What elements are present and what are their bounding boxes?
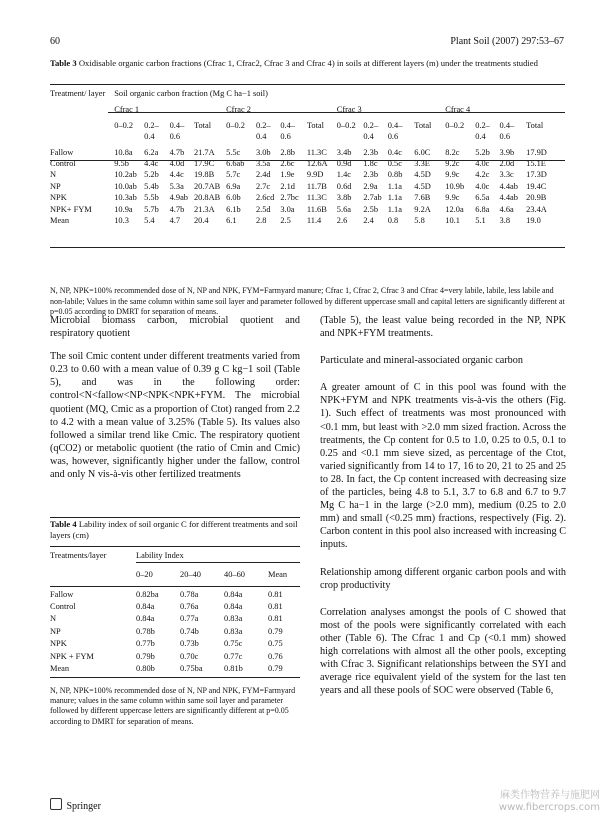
table-row [50, 650, 300, 662]
table3-layer-header: Total [193, 121, 212, 130]
table3-cell: 6.5a [475, 193, 490, 203]
table3-caption-text: Oxidisable organic carbon fractions (Cfrac 1, Cfrac2, Cfrac 3 and Cfrac 4) in soils at different layers (m) under the treatments studied [78, 58, 538, 68]
table3-cell: 2.5 [280, 216, 291, 226]
table3-cell: 2.6 [336, 216, 348, 226]
table3-cell: 10.8a [114, 148, 133, 157]
page-number: 60 [50, 36, 60, 47]
table3-cell: 21.3A [193, 204, 215, 214]
table3-layer-header: Total [526, 121, 544, 130]
watermark-line2: www.fibercrops.com [498, 802, 600, 813]
table-row [50, 205, 565, 217]
table3-cell: 3.3c [499, 170, 514, 180]
table3-treatment-label: Mean [50, 216, 70, 226]
table4 [50, 546, 300, 675]
table3-cell: 5.4b [144, 181, 159, 191]
section-heading-microbial: Microbial biomass carbon, microbial quotient and respiratory quotient [50, 315, 300, 340]
table3-layer-header: 0.2– 0.4 [144, 121, 159, 141]
table4-column-header: 40–60 [224, 570, 245, 580]
table3-cell: 10.1 [445, 216, 460, 226]
table3-cell: 11.6B [306, 204, 327, 214]
table3-cell: 2.3b [363, 170, 379, 180]
table3-cell: 5.3a [169, 181, 184, 191]
table3-fraction-header: Cfrac 4 [445, 105, 471, 114]
table4-cell: 0.79 [268, 626, 283, 636]
table3-cell: 12.0a [445, 204, 464, 214]
table4-row-header: Treatments/layer [50, 550, 107, 560]
table3-cell: 4.0c [475, 158, 490, 168]
table3-fraction-header: Cfrac 2 [226, 105, 251, 114]
table3-cell: 9.5b [114, 158, 129, 168]
table3-cell: 2.5d [255, 204, 271, 214]
table3-cell: 20.7AB [193, 181, 221, 191]
table3-cell: 1.1a [387, 193, 402, 203]
table3-cell: 2.4d [255, 170, 271, 180]
table3-cell: 7.6B [414, 193, 431, 203]
table3-cell: 3.0a [280, 204, 295, 214]
table4-cell: 0.74b [180, 626, 199, 636]
table3-cell: 4.6a [499, 204, 514, 214]
table3-group-header: Soil organic carbon fraction (Mg C ha−1 soil) [114, 89, 268, 98]
table3-cell: 3.5a [255, 158, 271, 168]
table4-treatment-label: NP [50, 626, 61, 636]
table3-cell: 2.0d [499, 158, 515, 168]
table3-cell: 6.9a [226, 181, 241, 191]
table3-cell: 11.4 [306, 216, 322, 226]
table-row [50, 193, 565, 205]
table3-cell: 10.3 [114, 216, 129, 226]
table3-cell: 2.6cd [255, 193, 275, 203]
table3-cell: 3.8b [336, 193, 352, 203]
table4-cell: 0.81 [268, 601, 283, 611]
table3-cell: 6.8a [475, 204, 490, 214]
table3-cell: 2.7ab [363, 193, 382, 203]
table3-layer-header: 0.4– 0.6 [169, 121, 185, 141]
table3-cell: 2.7bc [280, 193, 299, 203]
table3-cell: 2.3b [363, 148, 379, 157]
table3-cell: 5.5b [144, 193, 159, 203]
publisher-footer [50, 798, 101, 812]
table3-cell: 5.8 [414, 216, 425, 226]
table4-cell: 0.76 [268, 651, 283, 661]
table4-treatment-label: Mean [50, 663, 70, 673]
table3-cell: 0.6d [336, 181, 352, 191]
table4-cell: 0.83a [224, 614, 243, 624]
table4-cell: 0.79 [268, 663, 283, 673]
table3-cell: 10.0ab [114, 181, 137, 191]
table3-cell: 12.6A [306, 158, 328, 168]
table3-label: Table 3 [50, 58, 77, 68]
table3-treatment-label: Fallow [50, 148, 74, 157]
section-heading-relationship: Relationship among different organic carbon pools and with crop productivity [320, 566, 566, 591]
table3 [50, 84, 565, 228]
table4-cell: 0.80b [136, 663, 155, 673]
table3-cell: 4.4ab [499, 193, 518, 203]
table3-cell: 6.1b [226, 204, 241, 214]
table3-layer-header: 0.2– 0.4 [475, 121, 490, 141]
table4-treatment-label: NPK [50, 639, 67, 649]
table3-cell: 6.0b [226, 193, 241, 203]
table3-footnote: N, NP, NPK=100% recommended dose of N, NP and NPK, FYM=Farmyard manure; Cfrac 1, Cfrac 2, Cfrac 3 and Cfrac 4=very labile, labile, less labile and non-labile; Values in the same column within same soil layer and parameter followed by different uppercase small and capital letters are significantly different at p=0.05 according to DMRT for separation of means. [50, 286, 565, 316]
table3-cell: 4.0c [475, 181, 490, 191]
table-row [50, 216, 565, 228]
table3-cell: 4.4c [169, 170, 184, 180]
table3-cell: 0.8 [387, 216, 399, 226]
table4-cell: 0.81b [224, 663, 243, 673]
table4-cell: 0.75ba [180, 663, 203, 673]
table3-cell: 6.1 [226, 216, 237, 226]
table4-column-header: 20–40 [180, 570, 201, 580]
table4-treatment-label: Control [50, 601, 76, 611]
table3-cell: 5.2b [475, 148, 490, 157]
table4-cell: 0.78b [136, 626, 155, 636]
table3-cell: 4.5D [414, 170, 431, 180]
table-row [50, 625, 300, 637]
table4-blank-header [50, 562, 136, 584]
table3-cell: 1.1a [387, 204, 402, 214]
table3-cell: 15.1E [526, 158, 546, 168]
table3-caption [50, 58, 565, 69]
table3-cell: 2.8b [280, 148, 295, 157]
table3-cell: 0.5c [387, 158, 402, 168]
springer-logo-icon [50, 798, 62, 810]
table3-cell: 10.2ab [114, 170, 137, 180]
table3-cell: 2.5b [363, 204, 379, 214]
table4-treatment-label: N [50, 614, 57, 624]
table3-cell: 1.8c [363, 158, 378, 168]
table3-cell: 9.2c [445, 158, 460, 168]
table3-cell: 17.9D [526, 148, 547, 157]
table3-layer-header: 0–0.2 [336, 121, 356, 130]
table3-cell: 6.0C [414, 148, 431, 157]
table3-cell: 9.9c [445, 193, 460, 203]
table4-cell: 0.84a [136, 601, 155, 611]
table3-layer-header: 0–0.2 [445, 121, 465, 130]
table3-cell: 10.9b [445, 181, 465, 191]
table3-cell: 0.9d [336, 158, 352, 168]
table4-group-header: Lability Index [136, 550, 184, 560]
table4-label: Table 4 [50, 519, 77, 529]
table3-cell: 11.3C [306, 193, 327, 203]
table4-cell: 0.79b [136, 651, 155, 661]
table3-cell: 17.3D [526, 170, 547, 180]
table3-cell: 17.9C [193, 158, 215, 168]
table3-cell: 5.7c [226, 170, 241, 180]
table3-cell: 2.8 [255, 216, 267, 226]
table3-cell: 10.9a [114, 204, 133, 214]
table3-cell: 19.8B [193, 170, 215, 180]
table3-treatment-label: NP [50, 181, 61, 191]
table3-treatment-label: N [50, 170, 57, 180]
table3-cell: 9.9D [306, 170, 324, 180]
watermark-line1: 麻类作物营养与施肥网 [500, 790, 600, 801]
table3-cell: 4.4ab [499, 181, 518, 191]
watermark [499, 790, 600, 814]
table3-layer-header: 0.2– 0.4 [255, 121, 271, 141]
table3-cell: 6.6ab [226, 158, 245, 168]
table4-group-rule [136, 562, 300, 563]
table4-cell: 0.84a [224, 601, 243, 611]
table3-layer-header: Total [306, 121, 324, 130]
table3-cell: 20.9B [526, 193, 547, 203]
table3-cell: 3.8 [499, 216, 511, 226]
table3-treatment-label: Control [50, 158, 76, 168]
table4-cell: 0.84a [136, 614, 155, 624]
table4-cell: 0.81 [268, 590, 283, 599]
table4-cell: 0.82ba [136, 590, 159, 599]
table3-cell: 5.5c [226, 148, 241, 157]
table3-cell: 4.7b [169, 148, 185, 157]
table3-cell: 3.9b [499, 148, 515, 157]
table-row [50, 144, 565, 159]
table3-cell: 0.8b [387, 170, 403, 180]
table3-cell: 19.4C [526, 181, 547, 191]
table4-cell: 0.81 [268, 614, 283, 624]
table3-cell: 2.9a [363, 181, 378, 191]
table3-cell: 2.1d [280, 181, 295, 191]
table4-caption-text: Lability index of soil organic C for different treatments and soil layers (cm) [50, 519, 298, 540]
table3-layer-header: 0.4– 0.6 [280, 121, 295, 141]
table3-cell: 0.4c [387, 148, 402, 157]
table3-cell: 5.6a [336, 204, 351, 214]
table3-treatment-label: NPK+ FYM [50, 204, 92, 214]
left-column [50, 314, 300, 481]
table4-cell: 0.77b [136, 639, 155, 649]
table3-cell: 5.2b [144, 170, 159, 180]
table3-cell: 2.6c [280, 158, 295, 168]
table3-cell: 5.7b [144, 204, 159, 214]
table3-cell: 3.0b [255, 148, 271, 157]
paragraph-microbial: The soil Cmic content under different treatments varied from 0.23 to 0.60 with a mean value of 0.39 g C kg−1 soil (Table 5), and was in the following order: control<N<fallow<NP<NPK<NPK+FYM. The microbial quotient (MQ, Cmic as a proportion of Ctot) ranged from 2.2 to 4.2 with a mean value of 3.25% (Table 5). Its values also followed a similar trend like Cmic. The respiratory quotient (qCO2) or metabolic quotient (the ratio of Cmin and Cmic) was, however, significantly higher under the fallow, control and only N vis-à-vis other fertilized treatments [50, 351, 300, 481]
table3-cell: 4.7 [169, 216, 181, 226]
table3-cell: 4.9ab [169, 193, 188, 203]
table-row [50, 613, 300, 625]
table3-fraction-header: Cfrac 3 [336, 105, 362, 114]
table3-layer-header: 0.2– 0.4 [363, 121, 379, 141]
table3-cell: 3.4b [336, 148, 352, 157]
table4-bottom-rule [50, 677, 300, 678]
table-row [50, 170, 565, 182]
table3-cell: 2.7c [255, 181, 271, 191]
table4-caption-rule [50, 517, 300, 518]
table3-cell: 19.0 [526, 216, 541, 226]
table3-treatment-label: NPK [50, 193, 67, 203]
table3-cell: 21.7A [193, 148, 215, 157]
table3-cell: 8.2c [445, 148, 460, 157]
table3-cell: 10.3ab [114, 193, 137, 203]
table3-cell: 3.3E [414, 158, 430, 168]
table-row [50, 638, 300, 650]
paragraph-continued: (Table 5), the least value being recorded in the NP, NPK and NPK+FYM treatments. [320, 315, 566, 340]
table4-cell: 0.77a [180, 614, 199, 624]
table3-cell: 4.4c [144, 158, 159, 168]
table3-group-rule [108, 112, 565, 113]
table3-layer-header: Total [414, 121, 432, 130]
table3-cell: 11.7B [306, 181, 327, 191]
table4-caption [50, 519, 300, 541]
publisher-name: Springer [66, 801, 101, 812]
table3-cell: 4.2c [475, 170, 490, 180]
table3-cell: 1.4c [336, 170, 351, 180]
table3-cell: 5.1 [475, 216, 486, 226]
table4-cell: 0.70c [180, 651, 199, 661]
table4-column-header: Mean [268, 570, 288, 580]
table4-cell: 0.77c [224, 651, 243, 661]
table3-layer-header: 0–0.2 [226, 121, 245, 130]
table4-cell: 0.76a [180, 601, 199, 611]
table4-cell: 0.75c [224, 639, 243, 649]
right-column [320, 314, 566, 697]
table4-treatment-label: Fallow [50, 590, 74, 599]
table3-layer-header: 0.4– 0.6 [499, 121, 515, 141]
table-row [50, 663, 300, 675]
paragraph-particulate: A greater amount of C in this pool was found with the NPK+FYM and NPK treatments vis-à-vis the others (Fig. 1). Such effect of treatments was most pronounced with <0.1 mm, but least with >2.0 mm sized fraction. Across the treatments, the Cp content for 0.5 to 1.0, 0.25 to 0.5, 0.1 to 0.25 and <0.1 mm sieve sized, as percentage of the Ctot, varied significantly from 14 to 17, 16 to 20, 21 to 25 and 25 to 28. In fact, the Cp content increased with decreasing size of the particles, being 4.8 to 5.1, 3.7 to 6.8 and 6.7 to 9.7 Mg C ha−1 in the large (>2.0 mm), medium (0.25 to 2.0 mm) and small (<0.25 mm) fractions, respectively (Fig. 2). Carbon content in this pool also increased with increasing C inputs. [320, 382, 566, 551]
table3-cell: 20.8AB [193, 193, 221, 203]
table4-treatment-label: NPK + FYM [50, 651, 94, 661]
table4-cell: 0.84a [224, 590, 243, 599]
table3-layer-header: 0–0.2 [114, 121, 134, 130]
table3-cell: 9.2A [414, 204, 431, 214]
table3-layer-header: 0.4– 0.6 [387, 121, 403, 141]
table-row [50, 182, 565, 194]
table3-cell: 11.3C [306, 148, 327, 157]
table3-cell: 4.0d [169, 158, 185, 168]
table3-row-header: Treatment/ layer [50, 89, 106, 98]
table3-header-rule [50, 160, 565, 161]
table3-cell: 9.9c [445, 170, 460, 180]
table-row [50, 601, 300, 613]
table3-cell: 1.9e [280, 170, 295, 180]
table4-cell: 0.75 [268, 639, 283, 649]
table3-cell: 2.4 [363, 216, 374, 226]
table3-cell: 4.5D [414, 181, 431, 191]
table3-fraction-header: Cfrac 1 [114, 105, 140, 114]
journal-citation: Plant Soil (2007) 297:53–67 [450, 36, 564, 47]
table3-cell: 1.1a [387, 181, 402, 191]
table4-footnote: N, NP, NPK=100% recommended dose of N, NP and NPK, FYM=Farmyard manure; values in the same column within same soil layer and parameter followed by different uppercase letters are significantly different at p=0.05 according to DMRT for separation of means. [50, 686, 296, 726]
table4-cell: 0.73b [180, 639, 199, 649]
table4-cell: 0.78a [180, 590, 199, 599]
table3-bottom-rule [50, 247, 565, 248]
table4-cell: 0.83a [224, 626, 243, 636]
table3-cell: 6.2a [144, 148, 159, 157]
table3-cell: 20.4 [193, 216, 209, 226]
table3-cell: 5.4 [144, 216, 155, 226]
section-heading-particulate: Particulate and mineral-associated organic carbon [320, 355, 523, 367]
table4-header-rule [50, 586, 300, 587]
table4-column-header: 0–20 [136, 570, 153, 580]
table3-cell: 23.4A [526, 204, 547, 214]
table3-cell: 4.7b [169, 204, 185, 214]
paragraph-relationship: Correlation analyses amongst the pools of C showed that most of the pools were significantly correlated with each other (Table 6). The Cfrac 1 and Cp (<0.1 mm) showed high correlations with almost all the other pools, excepting with Cfrac 3. Significant relationships between the SYI and average rice equivalent yield of the system for the last ten years and all these pools of SOC were observed (Table 6, [320, 606, 566, 697]
